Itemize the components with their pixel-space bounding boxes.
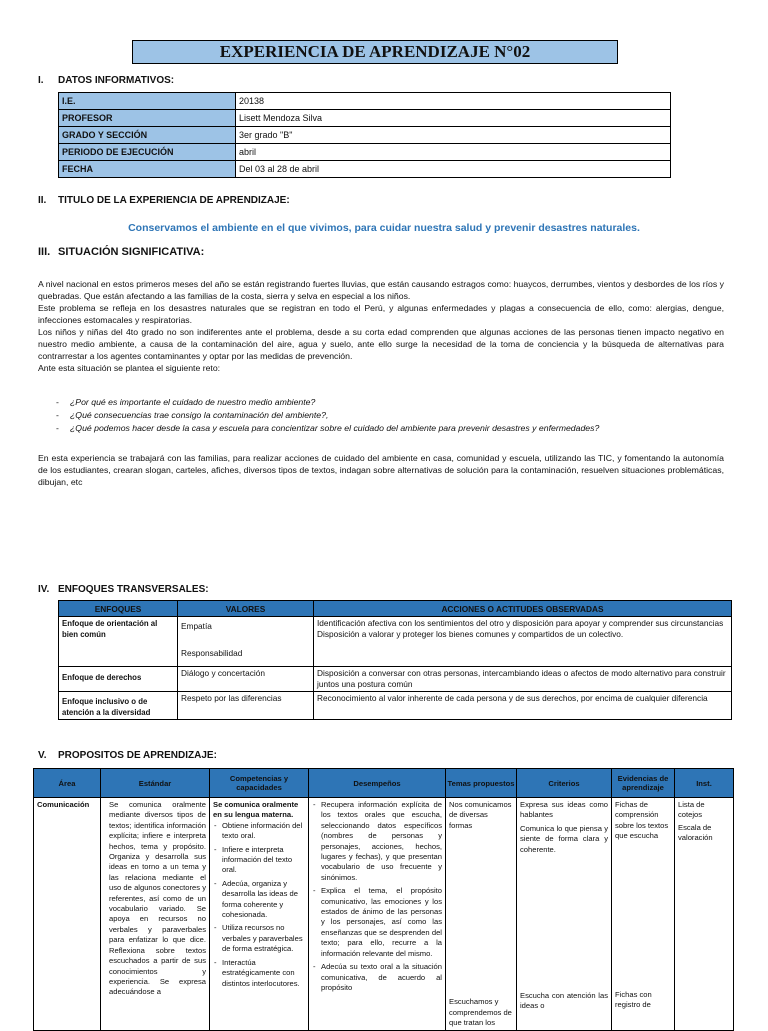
area-cell: Comunicación — [34, 798, 101, 1031]
section-label: PROPOSITOS DE APRENDIZAJE: — [58, 750, 217, 761]
info-key: FECHA — [59, 161, 236, 178]
column-header: VALORES — [178, 601, 314, 617]
column-header: ENFOQUES — [59, 601, 178, 617]
info-table — [58, 92, 671, 178]
section-label: SITUACIÓN SIGNIFICATIVA: — [58, 246, 205, 258]
temas-cell — [446, 798, 517, 1031]
capacidades-list — [213, 821, 305, 989]
estandar-cell: Se comunica oralmente mediante diversos tipos de textos; identifica información explícita; infiere e interpreta hechos, tema y propósito. Organiza y desarrolla sus ideas en torno a un tema y las relaciona mediante el uso de algunos conectores y referentes, así como de un vocabulario variado. Se apoya en recursos no verbales y paraverbales para enfatizar lo que dice. Reflexiona sobre textos escuchados a partir de sus conocimientos y experiencia. Se expresa adecuándose a — [101, 798, 210, 1031]
accion-cell: Reconocimiento al valor inherente de cada persona y de sus derechos, por encima de cualquier diferencia — [314, 692, 732, 720]
table-row — [34, 798, 734, 1031]
valor-cell: Diálogo y concertación — [178, 667, 314, 692]
competencia-cell — [210, 798, 309, 1031]
desempenos-list — [312, 800, 442, 993]
column-header: Área — [34, 769, 101, 798]
valor-cell — [178, 617, 314, 667]
info-key: I.E. — [59, 93, 236, 110]
evidencias-cell — [612, 798, 675, 1031]
criterio-text: Escucha con atención las ideas o — [520, 991, 608, 1011]
section-heading-titulo — [38, 195, 290, 206]
section-heading-enfoques — [38, 584, 209, 595]
enfoque-cell: Enfoque de derechos — [59, 667, 178, 692]
column-header: Temas propuestos — [446, 769, 517, 798]
section-label: ENFOQUES TRANSVERSALES: — [58, 584, 209, 595]
section-number: II. — [38, 195, 47, 206]
challenge-questions — [56, 396, 599, 435]
table-row — [59, 617, 732, 667]
propositos-header-row — [34, 769, 734, 798]
situation-text — [38, 278, 724, 374]
info-key: GRADO Y SECCIÓN — [59, 127, 236, 144]
info-value: 20138 — [236, 93, 671, 110]
instrumento-text: Escala de valoración — [678, 822, 713, 843]
document-title: EXPERIENCIA DE APRENDIZAJE N°02 — [132, 40, 618, 64]
section-number: V. — [38, 750, 47, 761]
experience-paragraph: En esta experiencia se trabajará con las familias, para realizar acciones de cuidado del ambiente en casa, comunidad y escuela, utilizando las TIC, y fomentando la autonomía de los estudiantes, crearan slogan, carteles, afiches, diversos tipos de textos, indagan sobre alternativas de solución para la contaminación, resuelven situaciones problemáticas, dibujan, etc — [38, 453, 724, 487]
capacidad-item: - Obtiene información del texto oral. — [213, 821, 305, 842]
enfoque-cell: Enfoque de orientación al bien común — [59, 617, 178, 667]
info-value: 3er grado "B" — [236, 127, 671, 144]
column-header: ACCIONES O ACTITUDES OBSERVADAS — [314, 601, 732, 617]
info-key: PERIODO DE EJECUCIÓN — [59, 144, 236, 161]
instrumentos-cell — [675, 798, 734, 1031]
column-header: Criterios — [517, 769, 612, 798]
capacidad-item: - Interactúa estratégicamente con distintos interlocutores. — [213, 958, 305, 989]
column-header: Desempeños — [309, 769, 446, 798]
info-row — [59, 110, 671, 127]
info-row — [59, 161, 671, 178]
situation-paragraph: Ante esta situación se plantea el siguiente reto: — [38, 363, 221, 373]
question-item: - ¿Qué podemos hacer desde la casa y escuela para concientizar sobre el cuidado del ambiente para prevenir desastres y enfermedades? — [56, 422, 599, 435]
section-number: I. — [38, 75, 44, 86]
info-row — [59, 127, 671, 144]
evidencia-text: Fichas con registro de — [615, 989, 652, 1010]
evidencia-text: Fichas de comprensión sobre los textos que escucha — [615, 800, 669, 841]
table-row — [59, 692, 732, 720]
info-value: Lisett Mendoza Silva — [236, 110, 671, 127]
tema-text: Nos comunicamos de diversas formas — [449, 800, 512, 830]
criterio-text: Expresa sus ideas como hablantes — [520, 800, 608, 820]
column-header: Evidencias de aprendizaje — [612, 769, 675, 798]
desempenos-cell — [309, 798, 446, 1031]
column-header: Competencias y capacidades — [210, 769, 309, 798]
desempeno-item: - Recupera información explícita de los textos orales que escucha, seleccionando datos específicos (nombres de personas y personajes, acciones, hechos, lugares y fechas), y que presentan vocabulario de uso frecuente y sinónimos. — [312, 800, 442, 883]
competencia-title: Se comunica oralmente en su lengua materna. — [213, 800, 299, 820]
valor-text: Empatía — [181, 621, 212, 631]
column-header: Estándar — [101, 769, 210, 798]
section-heading-datos — [38, 75, 174, 86]
criterios-cell — [517, 798, 612, 1031]
section-heading-propositos — [38, 750, 217, 761]
table-row — [59, 667, 732, 692]
capacidad-item: - Utiliza recursos no verbales y paraverbales de forma estratégica. — [213, 923, 305, 954]
experience-title: Conservamos el ambiente en el que vivimos, para cuidar nuestra salud y prevenir desastres naturales. — [128, 222, 640, 234]
section-label: DATOS INFORMATIVOS: — [58, 75, 175, 86]
capacidad-item: - Adecúa, organiza y desarrolla las ideas de forma coherente y cohesionada. — [213, 879, 305, 921]
tema-text: Escuchamos y comprendemos de que tratan los — [449, 997, 512, 1028]
info-key: PROFESOR — [59, 110, 236, 127]
situation-paragraph: Este problema se refleja en los desastres naturales que se registran en todo el Perú, y algunas enfermedades y plagas a consecuencia de ello, como: alergias, dengue, infecciones estomacales y respiratorias. — [38, 303, 724, 325]
info-value: abril — [236, 144, 671, 161]
enfoques-header-row — [59, 601, 732, 617]
accion-cell — [314, 617, 732, 667]
section-label: TITULO DE LA EXPERIENCIA DE APRENDIZAJE: — [58, 195, 290, 206]
valor-text: Responsabilidad — [181, 648, 243, 658]
valor-cell: Respeto por las diferencias — [178, 692, 314, 720]
propositos-table — [33, 768, 734, 1031]
desempeno-item: - Adecúa su texto oral a la situación comunicativa, de acuerdo al propósito — [312, 962, 442, 993]
enfoques-table — [58, 600, 732, 720]
situation-paragraph: A nivel nacional en estos primeros meses del año se están registrando fuertes lluvias, que están causando estragos como: huaycos, derrumbes, vientos y desbordes de los ríos y quebradas. Que están afectando a las familias de la costa, sierra y selva en especial a los niños. — [38, 279, 724, 301]
enfoque-cell: Enfoque inclusivo o de atención a la diversidad — [59, 692, 178, 720]
info-row — [59, 93, 671, 110]
capacidad-item: - Infiere e interpreta información del texto oral. — [213, 845, 305, 876]
section-number: III. — [38, 246, 51, 258]
question-item: - ¿Por qué es importante el cuidado de nuestro medio ambiente? — [56, 396, 599, 409]
info-value: Del 03 al 28 de abril — [236, 161, 671, 178]
situation-paragraph: Los niños y niñas del 4to grado no son indiferentes ante el problema, desde a su corta edad comprenden que algunas acciones de las personas tienen impacto negativo en nuestro medio ambiente, a causa de la contaminación del aire, agua y suelo, ante ello surge la necesidad de la toma de conciencia y la búsqueda de alternativas para contrarrestar a los agentes contaminantes y optar por las medidas de prevención. — [38, 327, 724, 361]
accion-text: Disposición a valorar y proteger los bienes comunes y compartidos de un colectivo. — [317, 629, 624, 639]
accion-text: Identificación afectiva con los sentimientos del otro y disposición para apoyar y comprender sus circunstancias — [317, 618, 724, 628]
accion-cell: Disposición a conversar con otras personas, intercambiando ideas o afectos de modo alternativo para construir juntos una postura común — [314, 667, 732, 692]
column-header: Inst. — [675, 769, 734, 798]
desempeno-item: - Explica el tema, el propósito comunicativo, las emociones y los estados de ánimo de las personas y los personajes, así como las enseñanzas que se desprenden del texto; para ello, recurre a la información relevante del mismo. — [312, 886, 442, 959]
question-item: - ¿Qué consecuencias trae consigo la contaminación del ambiente?, — [56, 409, 599, 422]
instrumento-text: Lista de cotejos — [678, 800, 705, 820]
criterio-text: Comunica lo que piensa y siente de forma clara y coherente. — [520, 823, 608, 854]
section-heading-situacion — [38, 246, 204, 258]
section-number: IV. — [38, 584, 50, 595]
info-row — [59, 144, 671, 161]
